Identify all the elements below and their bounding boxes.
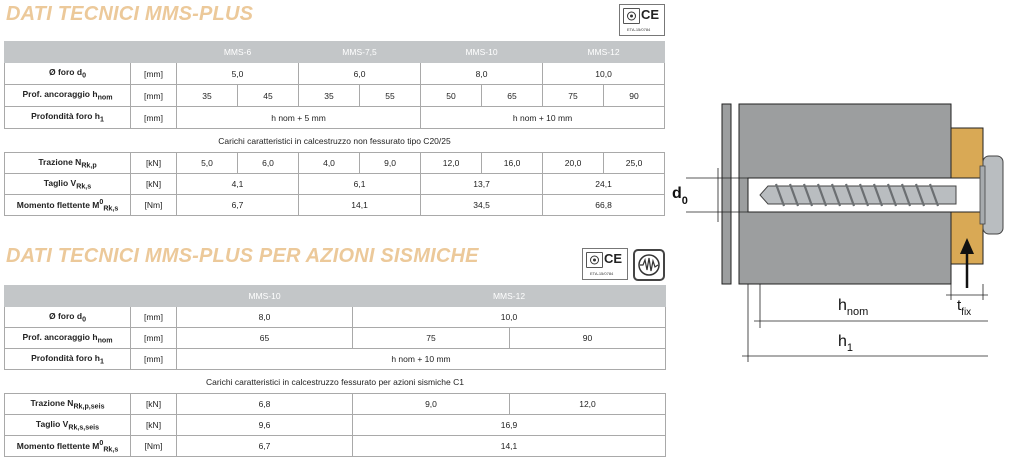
- value-cell: 14,1: [299, 195, 421, 216]
- value-cell: h nom + 10 mm: [421, 107, 665, 129]
- eta-number: ETA-15/0784: [590, 271, 614, 276]
- table-row: [5, 436, 666, 457]
- value-cell: 34,5: [421, 195, 543, 216]
- unit-cell: [kN]: [131, 153, 177, 174]
- screw-washer: [980, 166, 985, 224]
- value-cell: 16,9: [353, 415, 666, 436]
- row-label-hole-depth: Profondità foro $h_1$: [5, 349, 131, 370]
- value-cell: 90: [604, 85, 665, 107]
- eta-number: ETA-15/0784: [627, 27, 651, 32]
- table-header-row: [5, 42, 665, 63]
- unit-cell: [mm]: [131, 85, 177, 107]
- value-cell: 8,0: [177, 307, 353, 328]
- table-row: [5, 394, 666, 415]
- value-cell: 66,8: [543, 195, 665, 216]
- ecolabel-icon: [623, 8, 640, 24]
- value-cell: 20,0: [543, 153, 604, 174]
- table-row: [5, 415, 666, 436]
- value-cell: 9,0: [353, 394, 510, 415]
- value-cell: 75: [353, 328, 510, 349]
- value-cell: 9,0: [360, 153, 421, 174]
- hnom-dimension: [754, 284, 988, 328]
- value-cell: 6,7: [177, 436, 353, 457]
- hnom-label: $h_{nom}$: [838, 297, 869, 318]
- value-cell: 6,0: [299, 63, 421, 85]
- row-label-hole-diameter: Ø foro $d_0$: [5, 63, 131, 85]
- table-row: [5, 63, 665, 85]
- d0-label: $d_0$: [672, 185, 688, 207]
- ce-certification-badge: [582, 248, 628, 280]
- row-label-shear: Taglio $V_{Rk,s,seis}$: [5, 415, 131, 436]
- unit-cell: [kN]: [131, 174, 177, 195]
- row-label-tension: Trazione $N_{Rk,p}$: [5, 153, 131, 174]
- tfix-label: $t_{fix}$: [957, 297, 972, 318]
- unit-cell: [mm]: [131, 63, 177, 85]
- value-cell: 12,0: [421, 153, 482, 174]
- column-header: MMS-12: [543, 42, 665, 63]
- table-row: [5, 307, 666, 328]
- value-cell: 13,7: [421, 174, 543, 195]
- column-header: MMS-12: [353, 286, 666, 307]
- load-note: Carichi caratteristici in calcestruzzo non fessurato tipo C20/25: [5, 129, 665, 153]
- value-cell: 6,1: [299, 174, 421, 195]
- unit-cell: [mm]: [131, 328, 177, 349]
- seismic-icon: [633, 249, 665, 281]
- row-label-tension: Trazione $N_{Rk,p,seis}$: [5, 394, 131, 415]
- value-cell: 10,0: [543, 63, 665, 85]
- left-plate: [722, 104, 731, 284]
- table-row: [5, 107, 665, 129]
- ce-mark: CE: [604, 251, 623, 266]
- unit-cell: [mm]: [131, 349, 177, 370]
- section-title-technical-data: DATI TECNICI MMS-PLUS: [6, 3, 254, 25]
- value-cell: 50: [421, 85, 482, 107]
- ecolabel-icon: [586, 252, 603, 268]
- table-row: [5, 195, 665, 216]
- table-row: [5, 174, 665, 195]
- ce-certification-badge: [619, 4, 665, 36]
- unit-cell: [Nm]: [131, 195, 177, 216]
- value-cell: 75: [543, 85, 604, 107]
- value-cell: 9,6: [177, 415, 353, 436]
- table-note-row: [5, 370, 666, 394]
- value-cell: 45: [238, 85, 299, 107]
- value-cell: 14,1: [353, 436, 666, 457]
- value-cell: 6,0: [238, 153, 299, 174]
- table-note-row: [5, 129, 665, 153]
- table-header-row: [5, 286, 666, 307]
- value-cell: 65: [177, 328, 353, 349]
- value-cell: 12,0: [510, 394, 666, 415]
- value-cell: h nom + 5 mm: [177, 107, 421, 129]
- table-row: [5, 85, 665, 107]
- row-label-anchorage-depth: Prof. ancoraggio $h_{nom}$: [5, 85, 131, 107]
- value-cell: 90: [510, 328, 666, 349]
- value-cell: 6,8: [177, 394, 353, 415]
- column-header: MMS-10: [177, 286, 353, 307]
- value-cell: 8,0: [421, 63, 543, 85]
- value-cell: 6,7: [177, 195, 299, 216]
- unit-cell: [mm]: [131, 107, 177, 129]
- column-header: MMS-7,5: [299, 42, 421, 63]
- row-label-bending-moment: Momento flettente $M^0_{Rk,s}$: [5, 436, 131, 457]
- table-row: [5, 349, 666, 370]
- value-cell: 10,0: [353, 307, 666, 328]
- seismic-data-table: [4, 285, 666, 457]
- value-cell: 65: [482, 85, 543, 107]
- row-label-hole-diameter: Ø foro $d_0$: [5, 307, 131, 328]
- value-cell: 55: [360, 85, 421, 107]
- value-cell: 35: [177, 85, 238, 107]
- row-label-bending-moment: Momento flettente $M^0_{Rk,s}$: [5, 195, 131, 216]
- value-cell: 35: [299, 85, 360, 107]
- screw: [760, 184, 956, 206]
- table-row: [5, 153, 665, 174]
- ce-mark: CE: [641, 7, 660, 22]
- value-cell: 4,1: [177, 174, 299, 195]
- value-cell: 24,1: [543, 174, 665, 195]
- unit-cell: [Nm]: [131, 436, 177, 457]
- section-title-seismic-data: DATI TECNICI MMS-PLUS PER AZIONI SISMICHE: [6, 245, 479, 267]
- value-cell: 16,0: [482, 153, 543, 174]
- unit-cell: [mm]: [131, 307, 177, 328]
- column-header: MMS-6: [177, 42, 299, 63]
- unit-cell: [kN]: [131, 415, 177, 436]
- screw-head: [983, 156, 1003, 234]
- row-label-anchorage-depth: Prof. ancoraggio $h_{nom}$: [5, 328, 131, 349]
- row-label-hole-depth: Profondità foro $h_1$: [5, 107, 131, 129]
- column-header: MMS-10: [421, 42, 543, 63]
- load-note: Carichi caratteristici in calcestruzzo fessurato per azioni sismiche C1: [5, 370, 666, 394]
- value-cell: 4,0: [299, 153, 360, 174]
- unit-cell: [kN]: [131, 394, 177, 415]
- value-cell: h nom + 10 mm: [177, 349, 666, 370]
- value-cell: 5,0: [177, 153, 238, 174]
- table-row: [5, 328, 666, 349]
- anchor-installation-diagram: [672, 88, 1016, 378]
- technical-data-table: [4, 41, 665, 216]
- value-cell: 5,0: [177, 63, 299, 85]
- h1-label: $h_1$: [838, 333, 854, 354]
- value-cell: 25,0: [604, 153, 665, 174]
- row-label-shear: Taglio $V_{Rk,s}$: [5, 174, 131, 195]
